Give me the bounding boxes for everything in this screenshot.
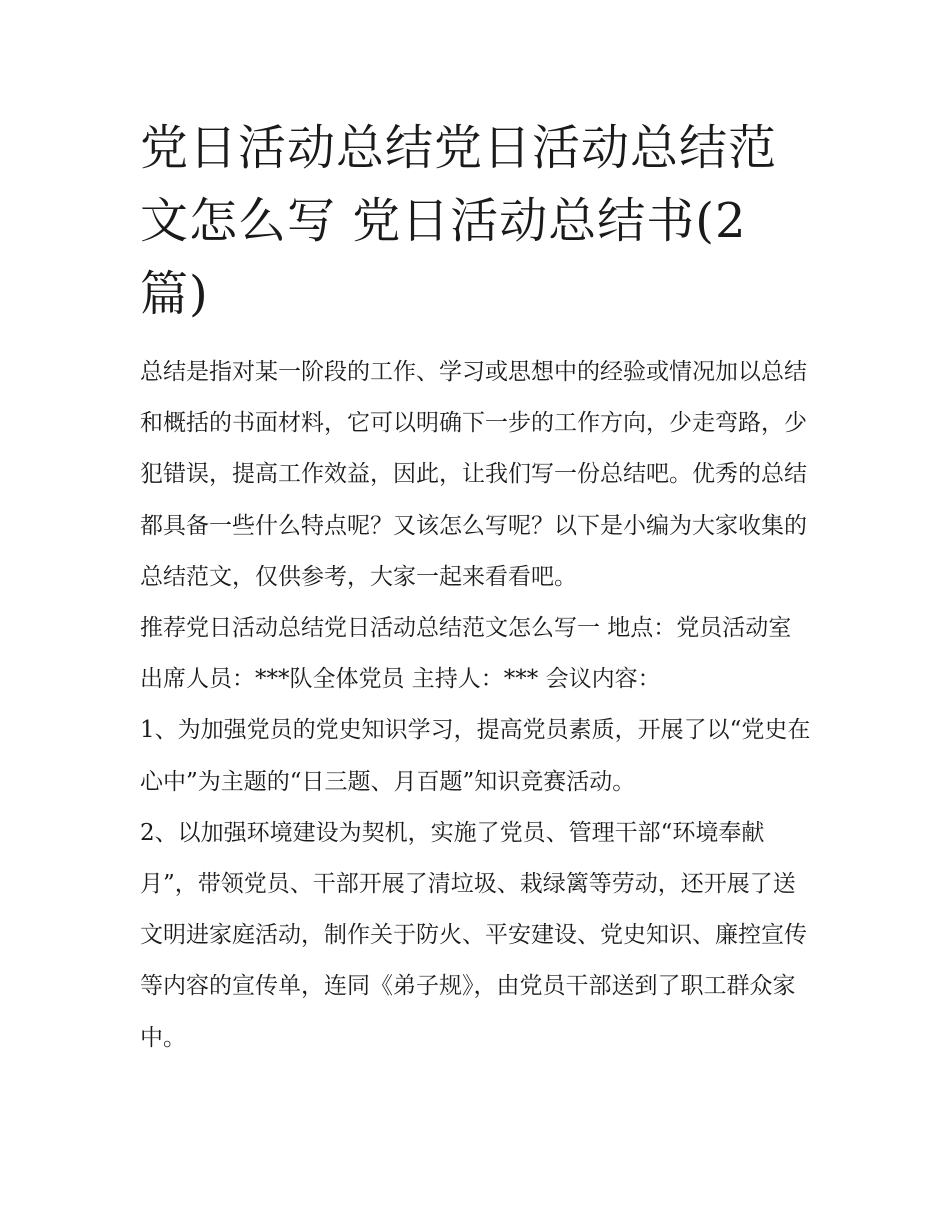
document-body bbox=[140, 347, 815, 1064]
document-title: 党日活动总结党日活动总结范文怎么写 党日活动总结书(2篇) bbox=[140, 120, 778, 322]
list-item-2: 2、以加强环境建设为契机，实施了党员、管理干部“环境奉献月”，带领党员、干部开展了清垃圾、栽绿篱等劳动，还开展了送文明进家庭活动，制作关于防火、平安建设、党史知识、廉控宣传等内容的宣传单，连同《弟子规》，由党员干部送到了职工群众家中。 bbox=[140, 819, 807, 1051]
intro-paragraph: 总结是指对某一阶段的工作、学习或思想中的经验或情况加以总结和概括的书面材料，它可以明确下一步的工作方向，少走弯路，少犯错误，提高工作效益，因此，让我们写一份总结吧。优秀的总结都具备一些什么特点呢？又该怎么写呢？以下是小编为大家收集的总结范文，仅供参考，大家一起来看看吧。 bbox=[140, 359, 807, 590]
list-item-1: 1、为加强党员的党史知识学习，提高党员素质，开展了以“党史在心中”为主题的“日三题、月百题”知识竞赛活动。 bbox=[140, 717, 811, 795]
document-page bbox=[140, 112, 815, 1064]
meeting-info-paragraph: 推荐党日活动总结党日活动总结范文怎么写一 地点：党员活动室 出席人员：***队全体党员 主持人：*** 会议内容： bbox=[140, 615, 792, 693]
